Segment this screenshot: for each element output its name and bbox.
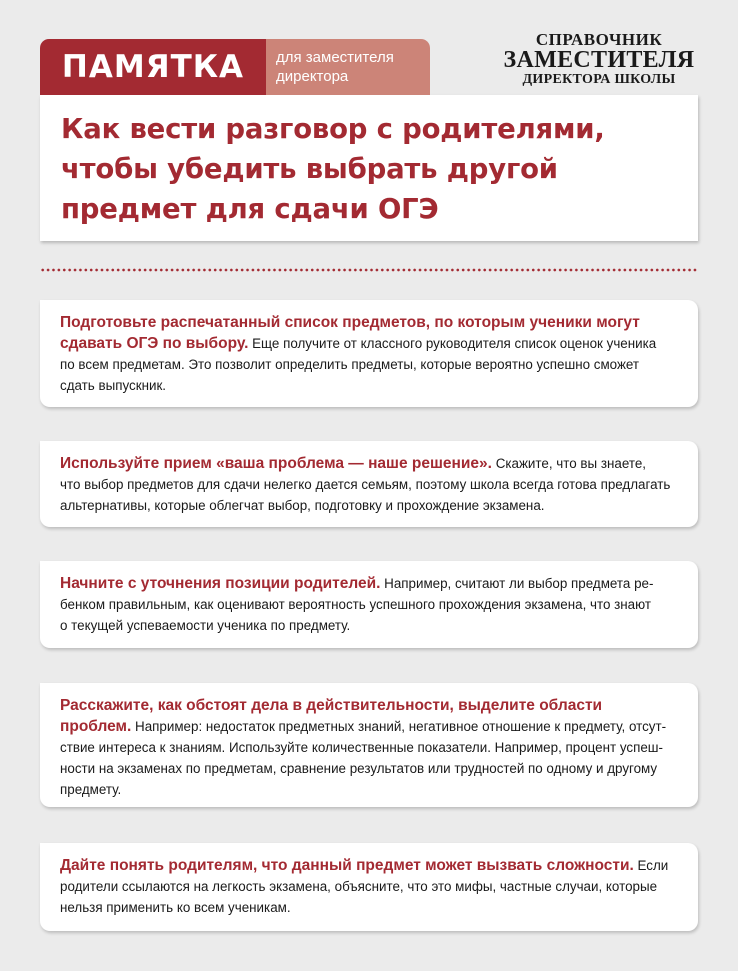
dotted-divider [40,268,698,272]
tip-3-lead: Начните с уточнения позиции родителей. [60,575,381,592]
tip-2-text [60,453,682,516]
tip-4-lead-line-1: Расскажите, как обстоят дела в действительности, выделите области [60,697,603,714]
title-line-2: чтобы убедить выбрать другой [61,153,558,185]
tip-5-body-line-1: Если [633,858,669,873]
tip-4-body-line-3: ствие интереса к знаниям. Используйте количественные показатели. Например, процент успеш- [60,740,664,755]
tip-2-body-line-3: альтернативы, которые облегчат выбор, подготовку и прохождение экзамена. [60,498,545,513]
tip-5-body-line-2: родители ссылаются на легкость экзамена, объясните, что это мифы, частные случаи, которые [60,879,658,894]
tip-card-3 [40,561,698,648]
masthead-line-3: ДИРЕКТОРА ШКОЛЫ [522,72,676,87]
tip-2-body-line-2: что выбор предметов для сдачи нелегко дается семьям, поэтому школа всегда готова предлагать [60,477,671,492]
tip-4-lead-line-2: проблем. [60,718,132,735]
tip-1-lead-line-1: Подготовьте распечатанный список предметов, по которым ученики могут [60,314,640,331]
tip-2-body-line-1: Скажите, что вы знаете, [491,456,646,471]
tip-4-text [60,695,682,800]
audience-line-2: директора [276,68,349,85]
tip-card-4 [40,683,698,807]
tip-4-body-line-4: ности на экзаменах по предметам, сравнение результатов или трудностей по одному и другому [60,761,658,776]
tip-1-lead-line-2: сдавать ОГЭ по выбору. [60,335,249,352]
audience-badge [262,39,430,95]
tip-2-lead: Используйте прием «ваша проблема — наше решение». [60,455,492,472]
tip-3-text [60,573,682,636]
tip-card-1 [40,300,698,407]
memo-badge-label: ПАМЯТКА [61,49,245,85]
tip-card-5 [40,843,698,931]
audience-line-1: для заместителя [276,49,394,66]
title-line-3: предмет для сдачи ОГЭ [61,193,439,225]
title-line-1: Как вести разговор с родителями, [61,113,605,145]
page-title [40,95,698,229]
title-card [40,95,698,241]
masthead-line-1: СПРАВОЧНИК [535,30,663,49]
tip-1-body-line-2: Еще получите от классного руководителя список оценок ученика [248,336,657,351]
tip-1-body-line-4: сдать выпускник. [60,378,167,393]
tip-5-lead: Дайте понять родителям, что данный предмет может вызвать сложности. [60,857,634,874]
tip-5-body-line-3: нельзя применить ко всем ученикам. [60,900,291,915]
memo-badge [40,39,266,95]
masthead-line-2: ЗАМЕСТИТЕЛЯ [503,47,695,73]
tip-5-text [60,855,682,918]
publication-masthead [494,31,704,88]
tip-3-body-line-2: бенком правильным, как оценивают вероятность успешного прохождения экзамена, что знают [60,597,652,612]
tip-1-body-line-3: по всем предметам. Это позволит определить предметы, которые вероятно успешно сможет [60,357,640,372]
tip-4-body-line-2: Например: недостаток предметных знаний, негативное отношение к предмету, отсут- [131,719,667,734]
tip-3-body-line-1: Например, считают ли выбор предмета ре- [380,576,654,591]
tip-3-body-line-3: о текущей успеваемости ученика по предмету. [60,618,351,633]
tip-card-2 [40,441,698,527]
tip-4-body-line-5: предмету. [60,782,122,797]
tip-1-text [60,312,682,396]
